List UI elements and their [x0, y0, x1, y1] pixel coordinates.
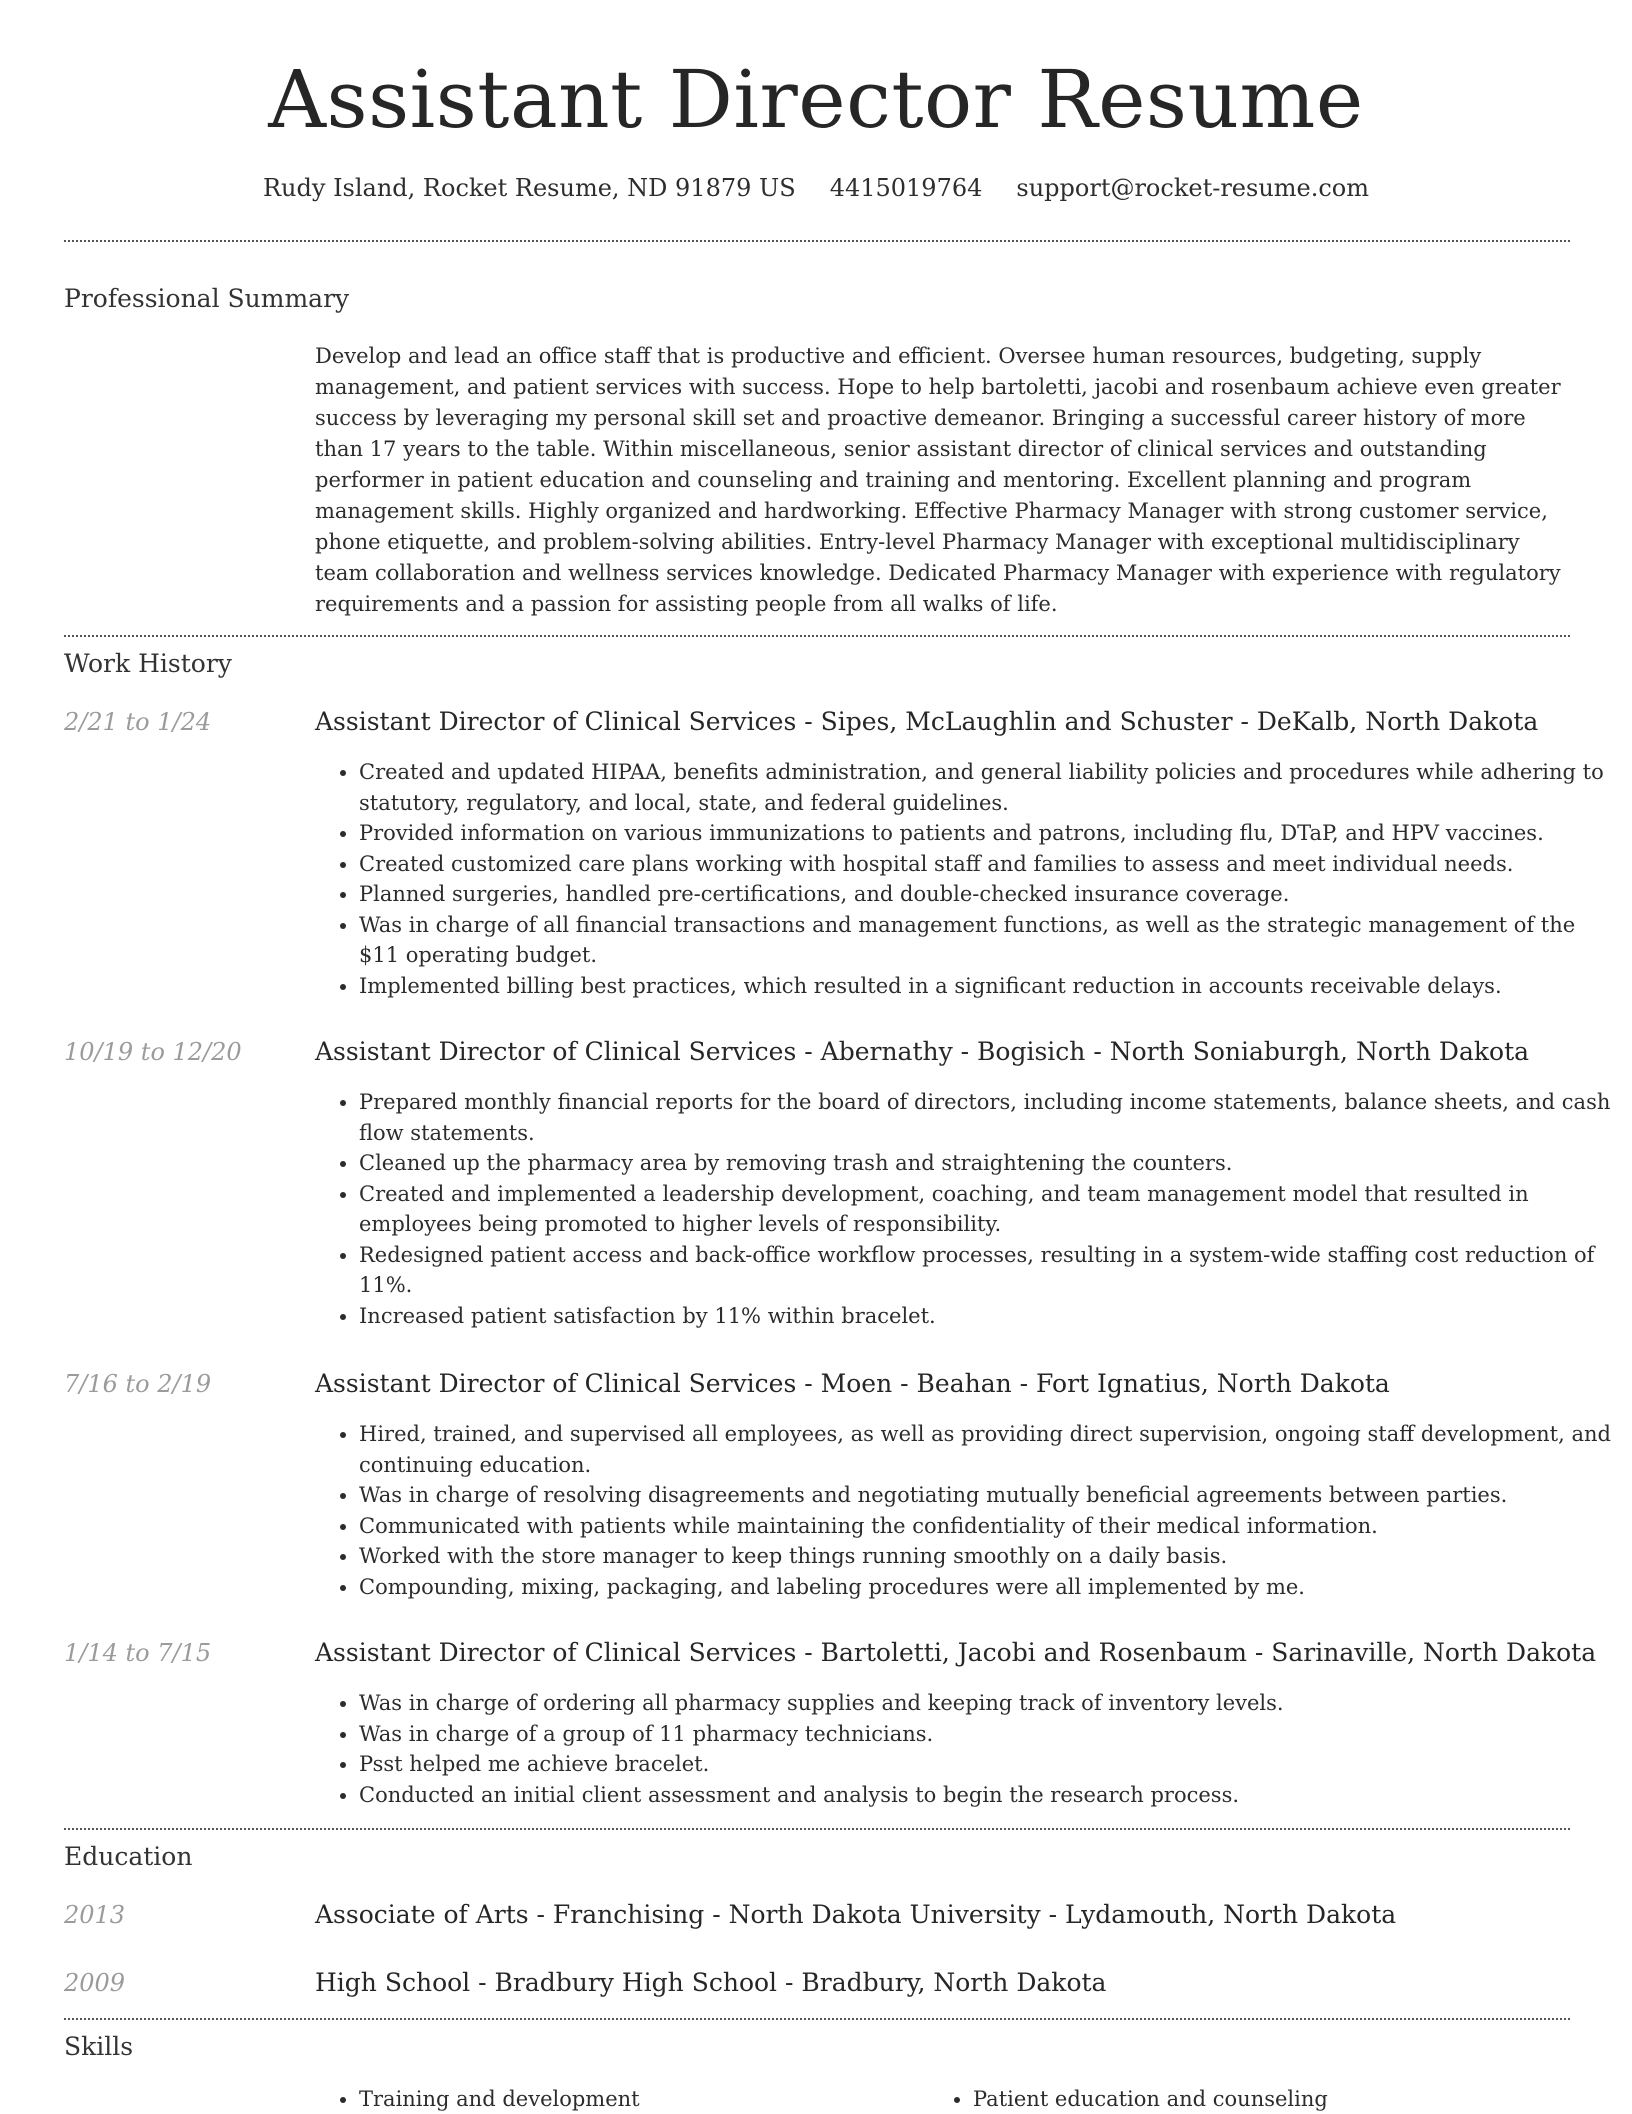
job-bullet: • Conducted an initial client assessment and analysis to begin the research process. [359, 1780, 1617, 1811]
skills-heading: Skills [64, 2032, 134, 2061]
job-bullet: • Prepared monthly financial reports for the board of directors, including income statements, balance sheets, and cash flow statements. [359, 1087, 1617, 1148]
job-bullet: • Was in charge of ordering all pharmacy supplies and keeping track of inventory levels. [359, 1688, 1617, 1719]
job-bullet: • Was in charge of all financial transactions and management functions, as well as the strategic management of the $11 operating budget. [359, 910, 1617, 971]
work-history-heading: Work History [64, 649, 232, 678]
job-bullet: • Communicated with patients while maintaining the confidentiality of their medical information. [359, 1511, 1617, 1542]
job-bullet: • Hired, trained, and supervised all employees, as well as providing direct supervision, ongoing staff development, and continuing education. [359, 1419, 1617, 1480]
job-dates: 1/14 to 7/15 [64, 1639, 212, 1667]
education-heading: Education [64, 1842, 193, 1871]
job-bullet: • Compounding, mixing, packaging, and labeling procedures were all implemented by me. [359, 1572, 1617, 1603]
contact-address: Rudy Island, Rocket Resume, ND 91879 US [262, 174, 796, 202]
job-dates: 2/21 to 1/24 [64, 708, 212, 736]
job-title: Assistant Director of Clinical Services - Moen - Beahan - Fort Ignatius, North Dakota [315, 1369, 1390, 1398]
job-bullet: • Provided information on various immunizations to patients and patrons, including flu, DTaP, and HPV vaccines. [359, 818, 1617, 849]
skill-item: • Patient education and counseling [973, 2084, 1573, 2114]
job-bullets [315, 757, 1617, 1001]
education-year: 2009 [64, 1969, 126, 1997]
education-year: 2013 [64, 1901, 126, 1929]
job-bullet: • Psst helped me achieve bracelet. [359, 1749, 1617, 1780]
job-dates: 7/16 to 2/19 [64, 1370, 212, 1398]
section-divider [64, 2018, 1570, 2020]
job-bullet: • Redesigned patient access and back-office workflow processes, resulting in a system-wide staffing cost reduction of 11%. [359, 1240, 1617, 1301]
education-title: Associate of Arts - Franchising - North Dakota University - Lydamouth, North Dakota [315, 1900, 1397, 1929]
job-bullet: • Created and updated HIPAA, benefits administration, and general liability policies and procedures while adhering to statutory, regulatory, and local, state, and federal guidelines. [359, 757, 1617, 818]
job-title: Assistant Director of Clinical Services - Abernathy - Bogisich - North Soniaburgh, North Dakota [315, 1037, 1530, 1066]
contact-email: support@rocket-resume.com [1016, 174, 1370, 202]
job-title: Assistant Director of Clinical Services - Bartoletti, Jacobi and Rosenbaum - Sarinaville, North Dakota [315, 1638, 1597, 1667]
job-bullets [315, 1419, 1617, 1602]
job-bullet: • Created and implemented a leadership development, coaching, and team management model that resulted in employees being promoted to higher levels of responsibility. [359, 1179, 1617, 1240]
contact-phone: 4415019764 [829, 174, 983, 202]
job-bullet: • Worked with the store manager to keep things running smoothly on a daily basis. [359, 1541, 1617, 1572]
job-bullet: • Was in charge of a group of 11 pharmacy technicians. [359, 1719, 1617, 1750]
summary-heading: Professional Summary [64, 284, 350, 313]
skills-list-left [315, 2084, 919, 2114]
job-title: Assistant Director of Clinical Services - Sipes, McLaughlin and Schuster - DeKalb, North Dakota [315, 707, 1539, 736]
job-dates: 10/19 to 12/20 [64, 1038, 242, 1066]
job-bullet: • Planned surgeries, handled pre-certifications, and double-checked insurance coverage. [359, 879, 1617, 910]
job-bullets [315, 1087, 1617, 1331]
section-divider [64, 1828, 1570, 1830]
job-bullet: • Implemented billing best practices, which resulted in a significant reduction in accounts receivable delays. [359, 971, 1617, 1002]
job-bullet: • Was in charge of resolving disagreements and negotiating mutually beneficial agreements between parties. [359, 1480, 1617, 1511]
job-bullet: • Increased patient satisfaction by 11% within bracelet. [359, 1301, 1617, 1332]
summary-text: Develop and lead an office staff that is productive and efficient. Oversee human resources, budgeting, supply management, and patient services with success. Hope to help bartoletti, jacobi and rosenbaum achieve even greater success by leveraging my personal skill set and proactive demeanor. Bringing a successful career history of more than 17 years to the table. Within miscellaneous, senior assistant director of clinical services and outstanding performer in patient education and counseling and training and mentoring. Excellent planning and program management skills. Highly organized and hardworking. Effective Pharmacy Manager with strong customer service, phone etiquette, and problem-solving abilities. Entry-level Pharmacy Manager with exceptional multidisciplinary team collaboration and wellness services knowledge. Dedicated Pharmacy Manager with experience with regulatory requirements and a passion for assisting people from all walks of life. [315, 344, 1561, 616]
section-divider [64, 635, 1570, 637]
job-bullet: • Created customized care plans working with hospital staff and families to assess and meet individual needs. [359, 849, 1617, 880]
skills-list-right [929, 2084, 1573, 2114]
contact-line [0, 172, 1632, 204]
resume-title: Assistant Director Resume [268, 53, 1364, 146]
job-bullets [315, 1688, 1617, 1810]
section-divider [64, 240, 1570, 242]
skill-item: • Training and development [359, 2084, 919, 2114]
job-bullet: • Cleaned up the pharmacy area by removing trash and straightening the counters. [359, 1148, 1617, 1179]
education-title: High School - Bradbury High School - Bradbury, North Dakota [315, 1968, 1107, 1997]
